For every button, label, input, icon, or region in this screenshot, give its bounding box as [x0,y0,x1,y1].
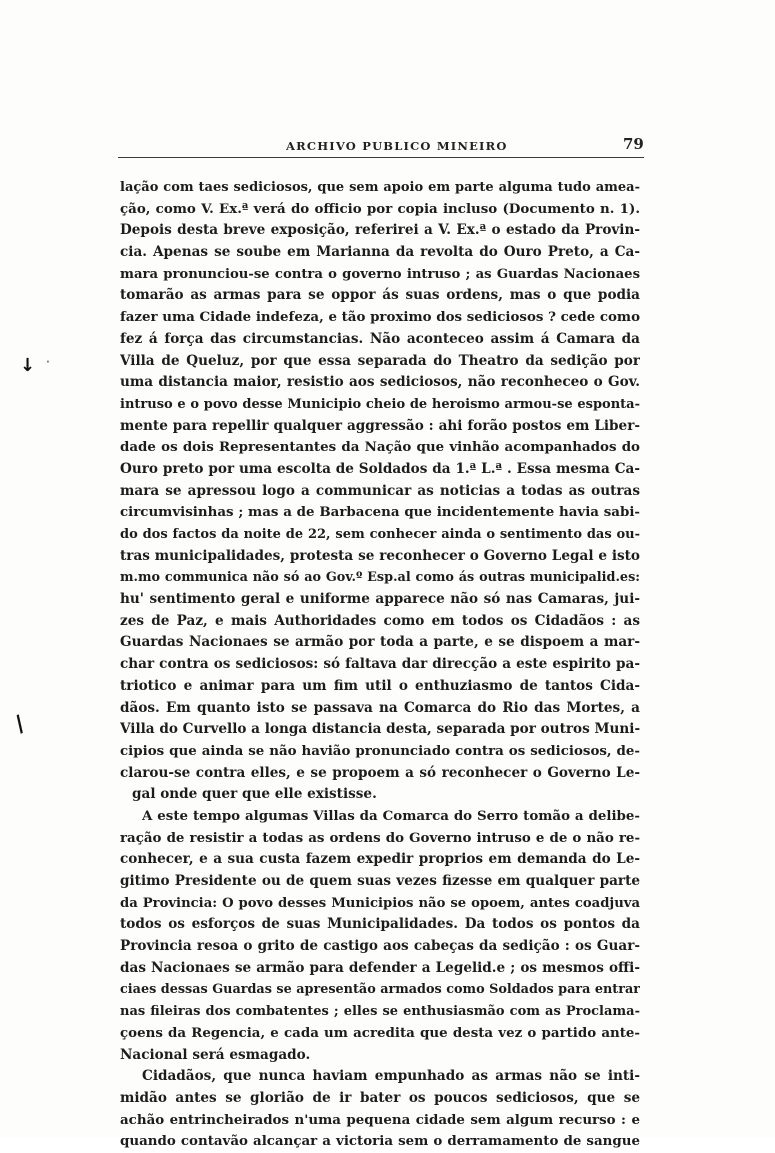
text-line: intruso e o povo desse Municipio cheio de heroismo armou-se esponta- [120,396,640,412]
text-line: midão antes se glorião de ir bater os poucos sediciosos, que se [120,1089,640,1106]
paragraph-end-line: Nacional será esmagado. [120,1046,311,1063]
text-line: tomarão as armas para se oppor ás suas ordens, mas o que podia [120,287,640,304]
text-line: das Nacionaes se armão para defender a Legelid.e ; os mesmos offi- [120,959,640,976]
text-line: dade os dois Representantes da Nação que vinhão acompanhados do [120,439,640,456]
paragraph-end-line: gal onde quer que elle existisse. [132,786,377,803]
text-line: mente para repellir qualquer aggressão : ahi forão postos em Liber- [120,417,640,434]
text-line: ração de resistir a todas as ordens do Governo intruso e de o não re- [120,829,640,846]
text-line: fazer uma Cidade indefeza, e tão proximo dos sediciosos ? cede como [120,309,640,326]
text-line: da Provincia: O povo desses Municipios não se opoem, antes coadjuva [120,895,640,911]
text-line: achão entrincheirados n'uma pequena cidade sem algum recurso : e [120,1111,640,1128]
text-line: çoens da Regencia, e cada um acredita que desta vez o partido ante- [120,1024,640,1041]
text-line: ção, como V. Ex.ª verá do officio por copia incluso (Documento n. 1). [120,200,640,217]
running-title: ARCHIVO PUBLICO MINEIRO [286,139,508,153]
text-line: triotico e animar para um fim util o enthuziasmo de tantos Cida- [120,677,640,694]
text-line: Guardas Nacionaes se armão por toda a parte, e se dispoem a mar- [120,634,640,651]
text-line: nas fileiras dos combatentes ; elles se enthusiasmão com as Proclama- [120,1004,640,1020]
text-line: gitimo Presidente ou de quem suas vezes fizesse em qualquer parte [120,873,640,889]
text-line: conhecer, e a sua custa fazem expedir proprios em demanda do Le- [120,851,640,868]
text-line: Provincia resoa o grito de castigo aos cabeças da sedição : os Guar- [120,938,640,955]
header-rule [118,157,644,158]
text-line: circumvisinhas ; mas a de Barbacena que incidentemente havia sabi- [120,504,640,521]
text-line: cipios que ainda se não havião pronunciado contra os sediciosos, de- [120,742,640,759]
text-line: lação com taes sediciosos, que sem apoio em parte alguma tudo amea- [120,180,640,195]
text-line: do dos factos da noite de 22, sem conhecer ainda o sentimento das ou- [120,527,640,542]
text-line: todos os esforços de suas Municipalidades. Da todos os pontos da [120,916,640,933]
page-number: 79 [623,135,644,153]
text-line: Depois desta breve exposição, referirei a V. Ex.ª o estado da Provin- [120,222,640,239]
paragraph-start-line: Cidadãos, que nunca haviam empunhado as armas não se inti- [142,1068,640,1085]
text-line: tras municipalidades, protesta se reconhecer o Governo Legal e isto [120,547,640,564]
text-line: fez á força das circumstancias. Não aconteceo assim á Camara da [120,330,640,347]
text-line: Villa de Queluz, por que essa separada do Theatro da sedição por [120,352,640,369]
text-line: ciaes dessas Guardas se apresentão armados como Soldados para entrar [120,982,640,998]
text-line: Ouro preto por uma escolta de Soldados da 1.ª L.ª . Essa mesma Ca- [120,460,640,477]
margin-annotation-dot: · [46,357,50,368]
text-line: char contra os sediciosos: só faltava dar direcção a este espirito pa- [120,656,640,673]
paragraph-start-line: A este tempo algumas Villas da Comarca do Serro tomão a delibe- [142,807,640,824]
text-line: hu' sentimento geral e uniforme apparece não só nas Camaras, jui- [120,591,640,608]
text-line: cia. Apenas se soube em Marianna da revolta do Ouro Preto, a Ca- [120,244,640,261]
body-text [120,177,640,1153]
text-line: zes de Paz, e mais Authoridades como em todos os Cidadãos : as [120,612,640,629]
text-line: mara se apressou logo a communicar as noticias a todas as outras [120,482,640,499]
margin-annotation-stroke: ∕ [10,711,30,738]
text-line: quando contavão alcançar a victoria sem o derramamento de sangue [120,1133,640,1150]
text-line: m.mo communica não só ao Gov.º Esp.al como ás outras municipalid.es: [120,570,640,586]
text-line: dãos. Em quanto isto se passava na Comarca do Rio das Mortes, a [120,699,640,716]
text-line: clarou-se contra elles, e se propoem a só reconhecer o Governo Le- [120,764,640,781]
text-line: mara pronunciou-se contra o governo intruso ; as Guardas Nacionaes [120,266,640,282]
margin-annotation-mark: ↓ [20,355,36,376]
text-line: uma distancia maior, resistio aos sediciosos, não reconheceo o Gov. [120,374,640,391]
text-line: Villa do Curvello a longa distancia desta, separada por outros Muni- [120,721,640,738]
